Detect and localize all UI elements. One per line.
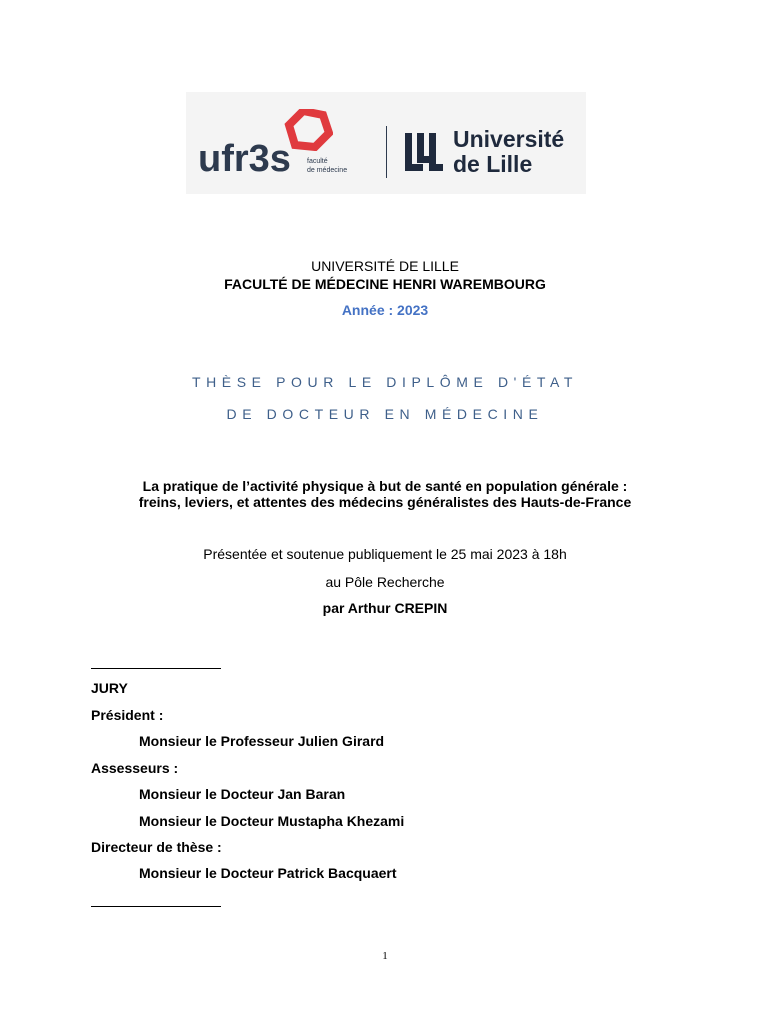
assessor-name: Monsieur le Docteur Mustapha Khezami: [139, 813, 405, 829]
ufr3s-logo-subtitle: faculté de médecine: [307, 158, 348, 174]
president-label: Président :: [91, 707, 164, 723]
thesis-title-line1: La pratique de l’activité physique à but de santé en population générale :: [142, 478, 628, 494]
thesis-type-line1: THÈSE POUR LE DIPLÔME D'ÉTAT: [191, 374, 579, 390]
assessor-name: Monsieur le Docteur Jan Baran: [139, 786, 346, 802]
director-name: Monsieur le Docteur Patrick Bacquaert: [139, 865, 397, 881]
logo-separator: [386, 126, 387, 178]
author: par Arthur CREPIN: [322, 600, 448, 616]
thesis-type-line2: DE DOCTEUR EN MÉDECINE: [226, 406, 544, 422]
academic-year: Année : 2023: [341, 302, 429, 318]
divider-bottom: [91, 906, 221, 907]
divider-top: [91, 668, 221, 669]
jury-heading: JURY: [91, 680, 128, 696]
director-label: Directeur de thèse :: [91, 839, 222, 855]
president-name: Monsieur le Professeur Julien Girard: [139, 733, 385, 749]
universite-lille-logo-icon: [403, 131, 445, 173]
university-name: UNIVERSITÉ DE LILLE: [311, 258, 459, 274]
page-number: 1: [382, 950, 388, 962]
ufr3s-logo-text: ufr3s: [198, 138, 291, 180]
ufr3s-logo-icon: [283, 109, 333, 151]
thesis-title-line2: freins, leviers, et attentes des médecins généralistes des Hauts-de-France: [138, 494, 632, 510]
faculty-name: FACULTÉ DE MÉDECINE HENRI WAREMBOURG: [224, 276, 546, 292]
assessors-label: Assesseurs :: [91, 760, 179, 776]
defense-date: Présentée et soutenue publiquement le 25 mai 2023 à 18h: [203, 546, 567, 562]
defense-place: au Pôle Recherche: [325, 574, 445, 590]
universite-lille-logo-text: Université de Lille: [453, 126, 565, 177]
